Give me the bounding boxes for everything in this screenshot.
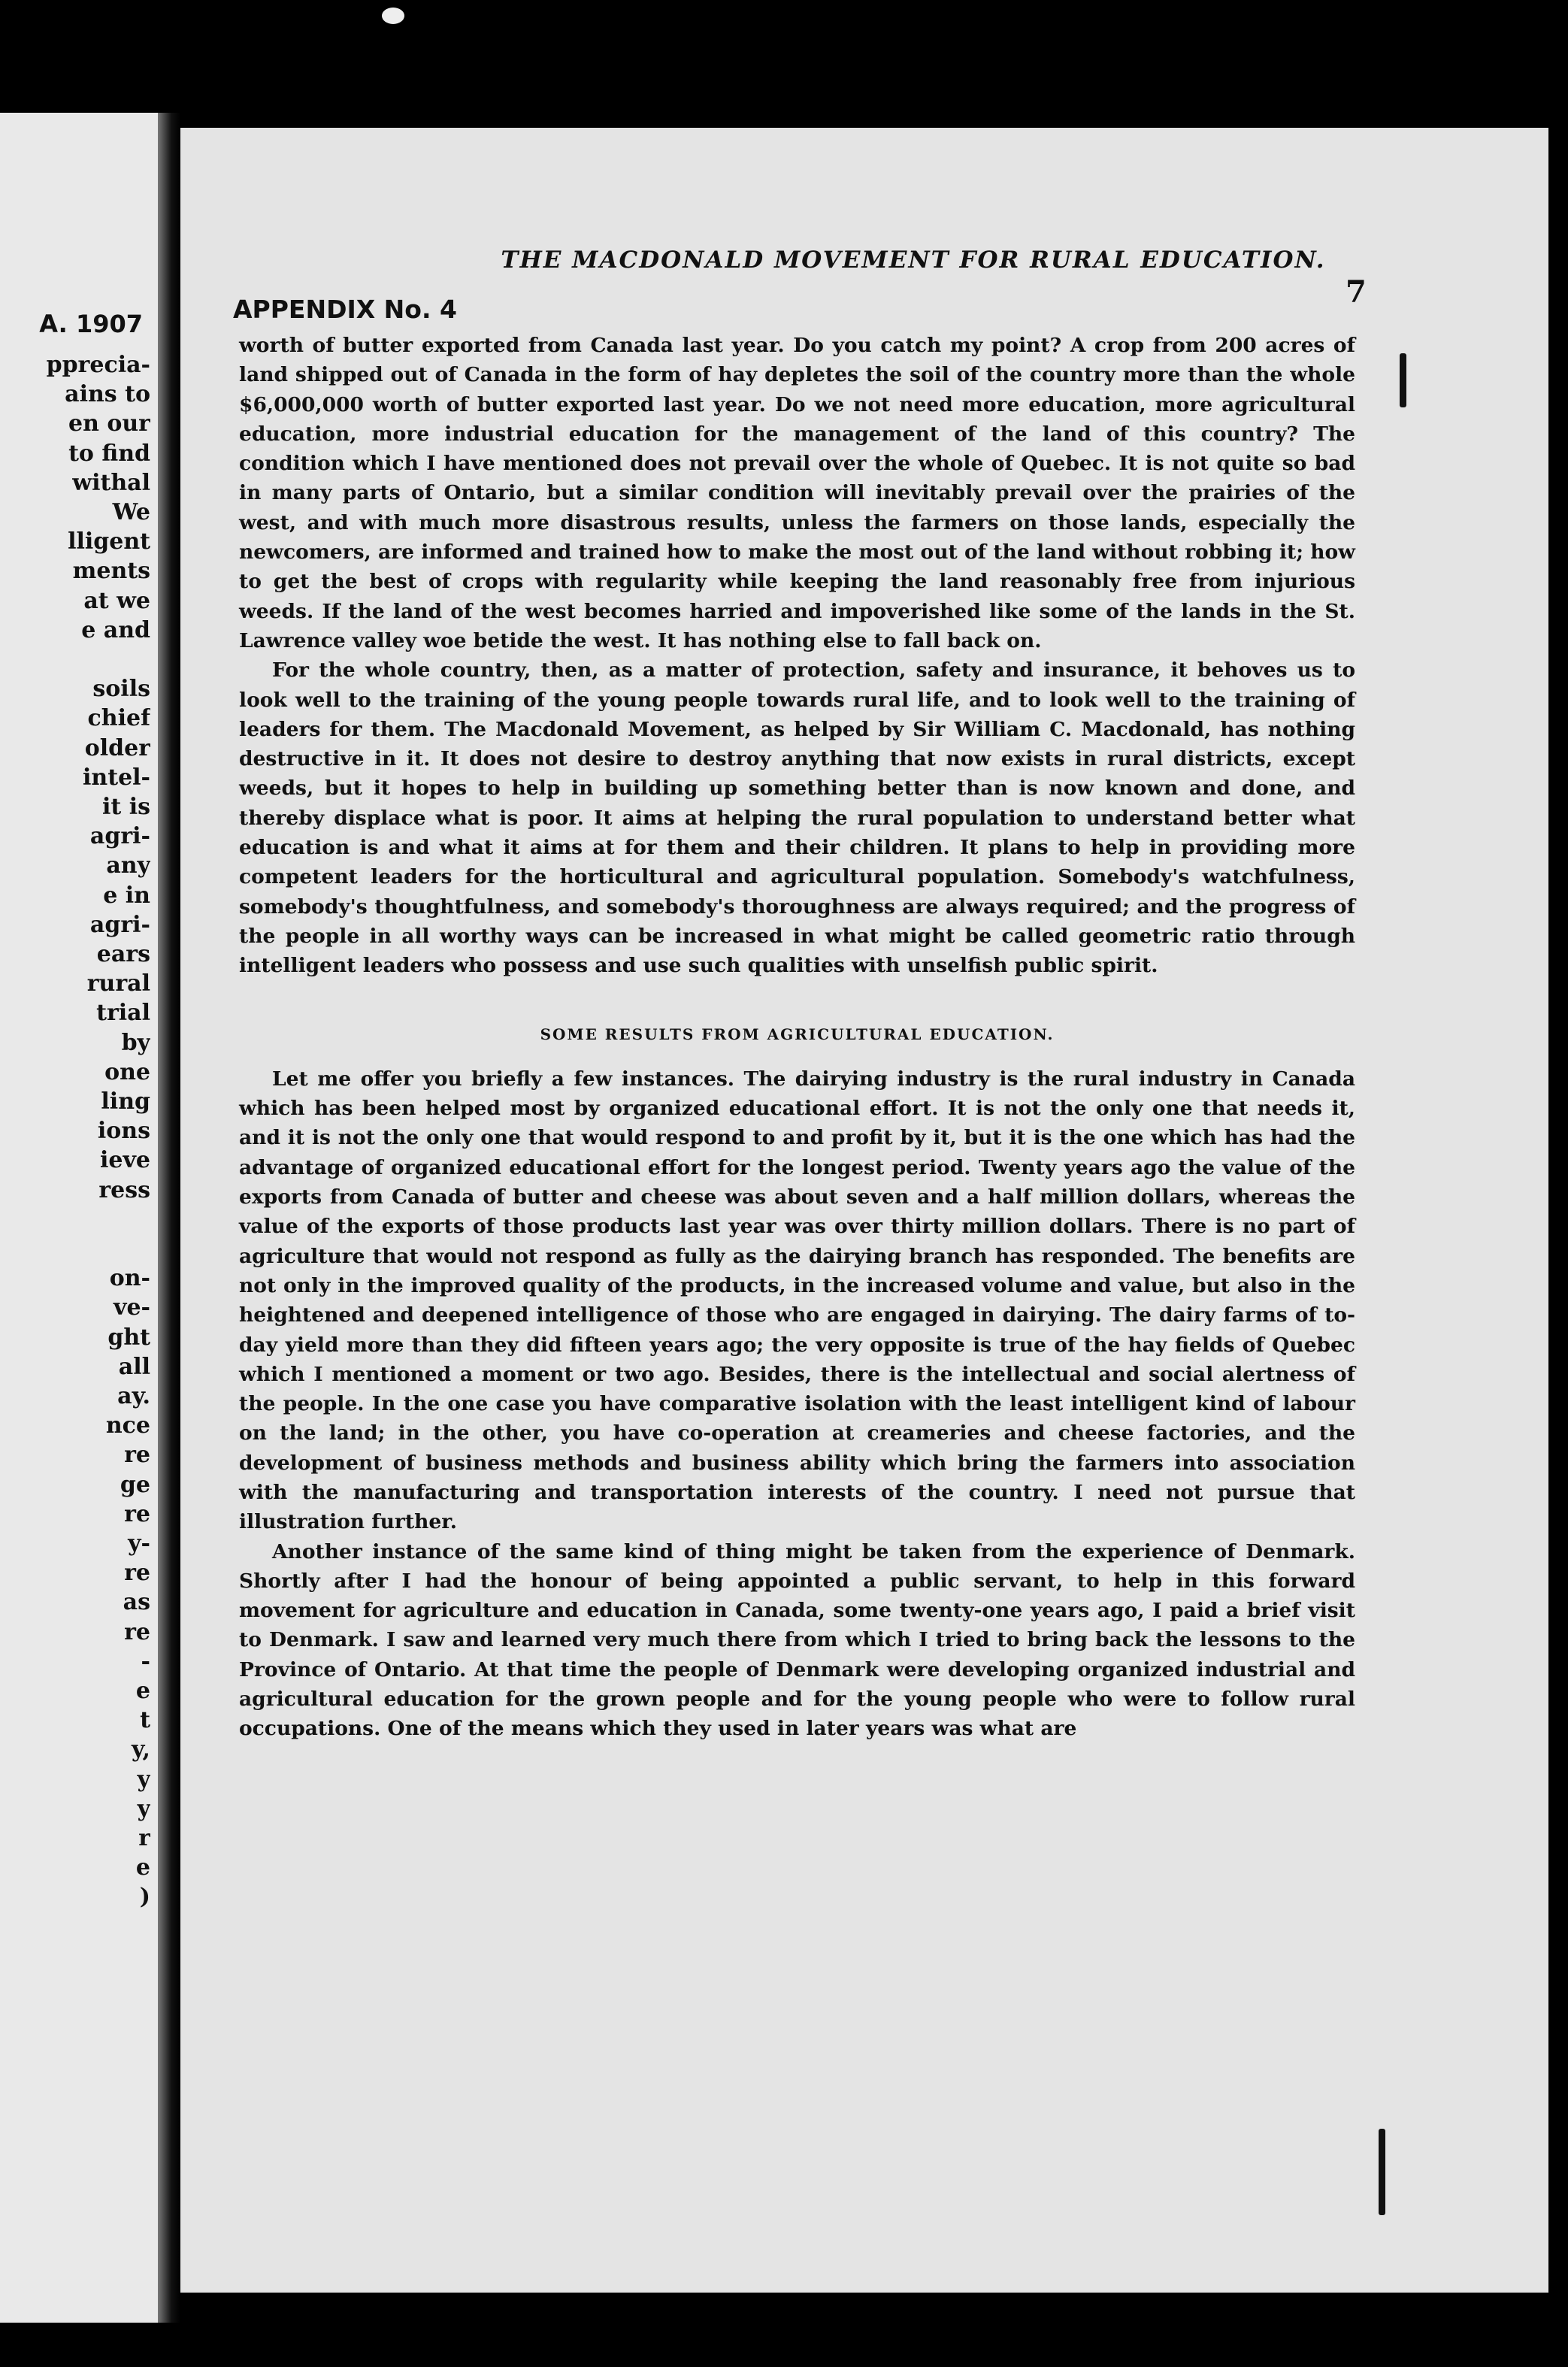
left-page-line: to find	[68, 440, 150, 467]
left-page-line: ains to	[65, 381, 150, 408]
left-page-line: ve-	[114, 1294, 150, 1321]
left-page-line: nce	[105, 1412, 150, 1439]
left-page-line: e	[135, 1854, 150, 1881]
left-page-line: soils	[92, 676, 150, 703]
left-page-line: it is	[102, 794, 150, 820]
left-page-line: e in	[103, 882, 150, 909]
left-page-line: lligent	[68, 528, 150, 555]
section-heading: SOME RESULTS FROM AGRICULTURAL EDUCATION.	[540, 1025, 1055, 1043]
left-page-line: e	[135, 1678, 150, 1704]
left-page-line: one	[104, 1058, 150, 1085]
paragraph-4: Another instance of the same kind of thing might be taken from the experience of Denmark. Shortly after I had the honour of being appointed a public servant, to help in this forward movement for agriculture and education in Canada, some twenty-one years ago, I paid a brief visit to Denmark. I saw and learned very much there from which I tried to bring back the lessons to the Province of Ontario. At that time the people of Denmark were developing organized industrial and agricultural education for the grown people and for the young people who were to follow rural occupations. One of the means which they used in later years was what are	[239, 1539, 1355, 1741]
left-page-line: re	[124, 1618, 150, 1645]
paragraph-2: For the whole country, then, as a matter of protection, safety and insurance, it behoves us to look well to the training of the young people towards rural life, and to look well to the training of leaders for them. The Macdonald Movement, as helped by Sir William C. Macdonald, has nothing destructive in it. It does not desire to destroy anything that now exists in rural districts, except weeds, but it hopes to help in building up something better than is now known and done, and thereby displace what is poor. It aims at helping the rural population to understand better what education is and what it aims at for them and their children. It plans to help in providing more competent leaders for the horticultural and agricultural population. Somebody's watchfulness, somebody's thoughtfulness, and somebody's thoroughness are always required; and the progress of the people in all worthy ways can be increased in what might be called geometric ratio through intelligent leaders who possess and use such qualities with unselfish public spirit.	[239, 658, 1355, 978]
left-page-line: re	[124, 1500, 150, 1527]
left-page-line: ge	[120, 1471, 150, 1498]
paragraph-3: Let me offer you briefly a few instances. The dairying industry is the rural industry in Canada which has been helped most by organized educational effort. It is not the only one that needs it, and it is not the only one that would respond to and profit by it, but it is the one which has had the advantage of organized educational effort for the longest period. Twenty years ago the value of the exports from Canada of butter and cheese was about seven and a half million dollars, whereas the value of the exports of those products last year was over thirty million dollars. There is no part of agriculture that would not respond as fully as the dairying branch has responded. The benefits are not only in the improved quality of the products, in the increased volume and value, but also in the heightened and deepened intelligence of those who are engaged in dairying. The dairy farms of to-day yield more than they did fifteen years ago; the very opposite is true of the hay fields of Quebec which I mentioned a moment or two ago. Besides, there is the intellectual and social alertness of the people. In the one case you have comparative isolation with the least intelligent kind of labour on the land; in the other, you have co-operation at creameries and cheese factories, and the development of business methods and business ability which bring the farmers into association with the manufacturing and transportation interests of the country. I need not pursue that illustration further.	[239, 1067, 1355, 1534]
left-page-line: ght	[107, 1324, 150, 1351]
left-page-line: agri-	[89, 823, 150, 850]
left-page-line: )	[139, 1884, 150, 1911]
left-page-line: on-	[109, 1265, 150, 1292]
left-page-line: ress	[98, 1176, 150, 1203]
left-page-line: y	[137, 1795, 150, 1822]
left-page-line: older	[84, 734, 150, 761]
left-page-line: ments	[72, 558, 150, 585]
left-page-line: ling	[101, 1088, 150, 1115]
left-page-line: t	[140, 1707, 150, 1734]
left-page-line: trial	[96, 1000, 150, 1027]
left-page-fragment	[0, 113, 158, 2323]
left-page-line: e and	[81, 616, 150, 643]
left-page-line: re	[124, 1442, 150, 1469]
left-page-line: all	[118, 1353, 150, 1380]
main-page	[180, 128, 1548, 2293]
left-page-line: en our	[68, 410, 150, 437]
left-page-line: ay.	[117, 1383, 150, 1409]
left-page-line: chief	[87, 705, 150, 732]
left-page-line: intel-	[83, 764, 150, 791]
left-page-line: y-	[128, 1530, 150, 1557]
left-page-header: A. 1907	[39, 310, 143, 338]
margin-mark-top	[1400, 353, 1406, 407]
margin-mark-lower	[1379, 2129, 1385, 2215]
left-page-line: y	[137, 1766, 150, 1793]
left-page-line: by	[121, 1029, 150, 1056]
left-page-line: rural	[86, 970, 150, 997]
body-text	[239, 331, 1355, 1744]
left-page-line: re	[124, 1560, 150, 1587]
left-page-line: y,	[131, 1736, 150, 1763]
left-page-line: ions	[97, 1118, 150, 1145]
left-page-line: ears	[96, 941, 150, 967]
page-number: 7	[1346, 274, 1367, 310]
left-page-line: any	[106, 852, 150, 879]
left-page-line: ppreciа-	[46, 352, 150, 378]
scan-speck	[382, 8, 404, 24]
left-page-line: agri-	[89, 911, 150, 938]
left-page-line: ieve	[99, 1147, 150, 1174]
left-page-line: at we	[83, 587, 150, 614]
left-page-line: -	[141, 1648, 150, 1675]
left-page-line: as	[123, 1589, 150, 1616]
left-page-line: r	[138, 1825, 150, 1851]
page-gutter	[158, 113, 180, 2323]
left-page-line: withal	[72, 469, 150, 496]
running-head: THE MACDONALD MOVEMENT FOR RURAL EDUCATION.	[501, 247, 1326, 274]
left-page-line: We	[112, 499, 150, 525]
paragraph-1: worth of butter exported from Canada last year. Do you catch my point? A crop from 200 acres of land shipped out of Canada in the form of hay depletes the soil of the country more than the whole $6,000,000 worth of butter exported last year. Do we not need more education, more agricultural education, more industrial education for the management of the land of this country? The condition which I have mentioned does not prevail over the whole of Quebec. It is not quite so bad in many parts of Ontario, but a similar condition will inevitably prevail over the prairies of the west, and with much more disastrous results, unless the farmers on those lands, especially the newcomers, are informed and trained how to make the most out of the land without robbing it; how to get the best of crops with regularity while keeping the land reasonably free from injurious weeds. If the land of the west becomes harried and impoverished like some of the lands in the St. Lawrence valley woe betide the west. It has nothing else to fall back on.	[239, 334, 1355, 652]
appendix-label: APPENDIX No. 4	[233, 295, 457, 324]
